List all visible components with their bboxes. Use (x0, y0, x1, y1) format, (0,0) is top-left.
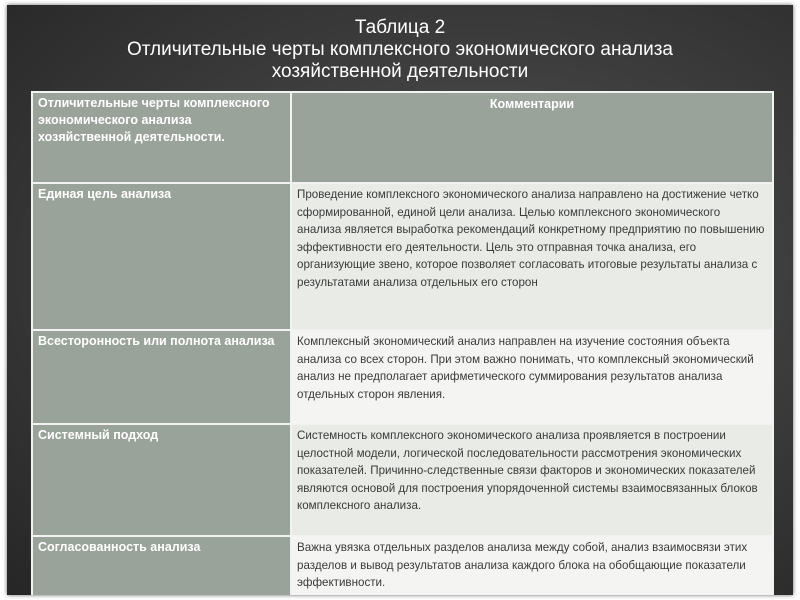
header-comments: Комментарии (291, 92, 773, 183)
row-feature: Системный подход (32, 424, 291, 536)
row-feature: Единая цель анализа (32, 183, 291, 330)
row-comment: Важна увязка отдельных разделов анализа между собой, анализ взаимосвязи этих разделов и вывод результатов анализа каждого блока на обобщающие показатели эффективности. (291, 536, 773, 595)
row-feature: Согласованность анализа (32, 536, 291, 595)
header-features: Отличительные черты комплексного экономического анализа хозяйственной деятельности. (32, 92, 291, 183)
table-number: Таблица 2 (354, 17, 446, 38)
row-comment: Проведение комплексного экономического анализа направлено на достижение четко сформированной, единой цели анализа. Целью комплексного экономического анализа является выработка рекомендаций конкретному предприятию по повышению эффективности его деятельности. Цель это отправная точка анализа, его организующие звено, которое позволяет согласовать итоговые результаты анализа с результатами анализа отдельных его сторон (291, 183, 773, 330)
table-row (32, 536, 773, 595)
slide-title (7, 17, 793, 83)
row-comment: Комплексный экономический анализ направлен на изучение состояния объекта анализа со всех сторон. При этом важно понимать, что комплексный экономический анализ не предполагает арифметического суммирования результатов анализа отдельных сторон явления. (291, 330, 773, 424)
row-comment: Системность комплексного экономического анализа проявляется в построении целостной модели, логической последовательности рассмотрения экономических показателей. Причинно-следственные связи факторов и экономических показателей являются основой для построения упорядоченной системы взаимосвязанных блоков комплексного анализа. (291, 424, 773, 536)
row-feature: Всесторонность или полнота анализа (32, 330, 291, 424)
features-table (31, 91, 774, 595)
title-line-1: Отличительные черты комплексного экономического анализа (126, 39, 674, 60)
table-row (32, 183, 773, 330)
table-row (32, 330, 773, 424)
title-line-2: хозяйственной деятельности (271, 61, 529, 82)
table-header-row (32, 92, 773, 183)
table-row (32, 424, 773, 536)
slide (7, 5, 793, 595)
